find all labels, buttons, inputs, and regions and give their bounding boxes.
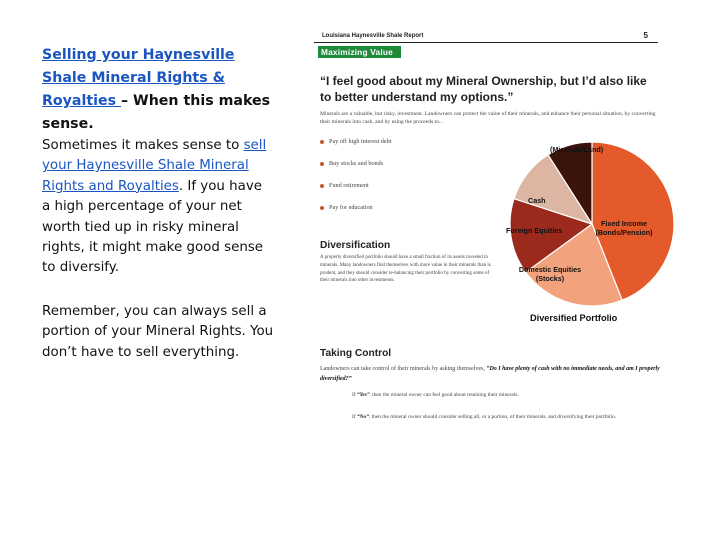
paragraph-text: Sometimes it makes sense to <box>42 138 244 153</box>
report-header <box>314 30 658 43</box>
taking-control-text <box>320 364 665 384</box>
list-item-text: Buy stocks and bonds <box>329 160 384 167</box>
answer-yes <box>352 392 519 398</box>
bullet-icon <box>320 140 324 144</box>
heading-link[interactable]: Selling your Haynesville Shale Mineral Rights & Royalties <box>42 47 235 109</box>
bullet-icon <box>320 162 324 166</box>
taking-control-question: “Do I have plenty of cash with no immediate needs, and am I properly diversified?” <box>320 366 660 382</box>
list-item <box>320 138 391 145</box>
list-item <box>320 204 373 211</box>
page-number: 5 <box>643 31 648 40</box>
bullet-icon <box>320 206 324 210</box>
list-item-text: Pay off high interest debt <box>329 138 392 145</box>
taking-control-lead: Landowners can take control of their minerals by asking themselves, <box>320 366 487 372</box>
answer-yes-word: “Yes” <box>356 392 370 398</box>
paragraph-sell-reason <box>42 136 274 279</box>
bullet-icon <box>320 184 324 188</box>
paragraph-sell-portion: Remember, you can always sell a portion of your Mineral Rights. You don’t have to sell everything. <box>42 303 274 360</box>
list-item <box>320 160 383 167</box>
sell-rights-link[interactable]: sell your Haynesville Shale Mineral Rights and Royalties <box>42 138 267 194</box>
heading-suffix: – When this makes sense. <box>42 93 271 132</box>
chart-title: Diversified Portfolio <box>530 313 618 323</box>
slice-label-fixed-income: Fixed Income (Bonds/Pension) <box>595 219 653 237</box>
answer-no-prefix: If <box>352 414 357 420</box>
answer-no <box>352 414 616 420</box>
answer-yes-prefix: If <box>352 392 357 398</box>
diversification-text: A properly diversified portfolio should have a small fraction of its assets invested in minerals. Many landowners find themselves with more value in their minerals than is prudent, and they should consider re-balancing their portfolio by converting some of their minerals into other investments. <box>320 255 491 284</box>
pull-quote: “I feel good about my Mineral Ownership, but I’d also like to better understand my options.” <box>320 74 647 104</box>
slice-label-cash: Cash <box>528 196 546 205</box>
slice-label-minerals: (Minerals/Land) <box>550 145 604 154</box>
slice-label-domestic-equities: Domestic Equities (Stocks) <box>518 265 582 283</box>
diversification-title: Diversification <box>320 240 391 251</box>
answer-no-text: , then the mineral owner should consider selling all, or a portion, of their minerals, and diversifying their portfolio. <box>368 414 617 420</box>
paragraph-text: . If you have a high percentage of your net worth tied up in risky mineral rights, it might make good sense to diversify. <box>42 178 264 276</box>
list-item-text: Fund retirement <box>329 182 369 189</box>
article-heading <box>42 44 274 136</box>
article-text <box>42 44 274 363</box>
section-tag: Maximizing Value <box>318 46 401 58</box>
list-item-text: Pay for education <box>329 204 373 211</box>
list-item <box>320 182 369 189</box>
answer-no-word: “No” <box>356 414 369 420</box>
report-title: Louisiana Haynesville Shale Report <box>322 33 424 39</box>
taking-control-title: Taking Control <box>320 348 392 359</box>
slice-label-foreign-equities: Foreign Equities <box>506 226 563 235</box>
intro-text: Minerals are a valuable, but risky, investment. Landowners can protect the value of their minerals, and enhance their personal situation, by converting their minerals into cash, and by using the proceeds to... <box>320 111 656 125</box>
answer-yes-text: , then the mineral owner can feel good about retaining their minerals. <box>369 392 519 398</box>
portfolio-pie-chart <box>488 136 698 336</box>
